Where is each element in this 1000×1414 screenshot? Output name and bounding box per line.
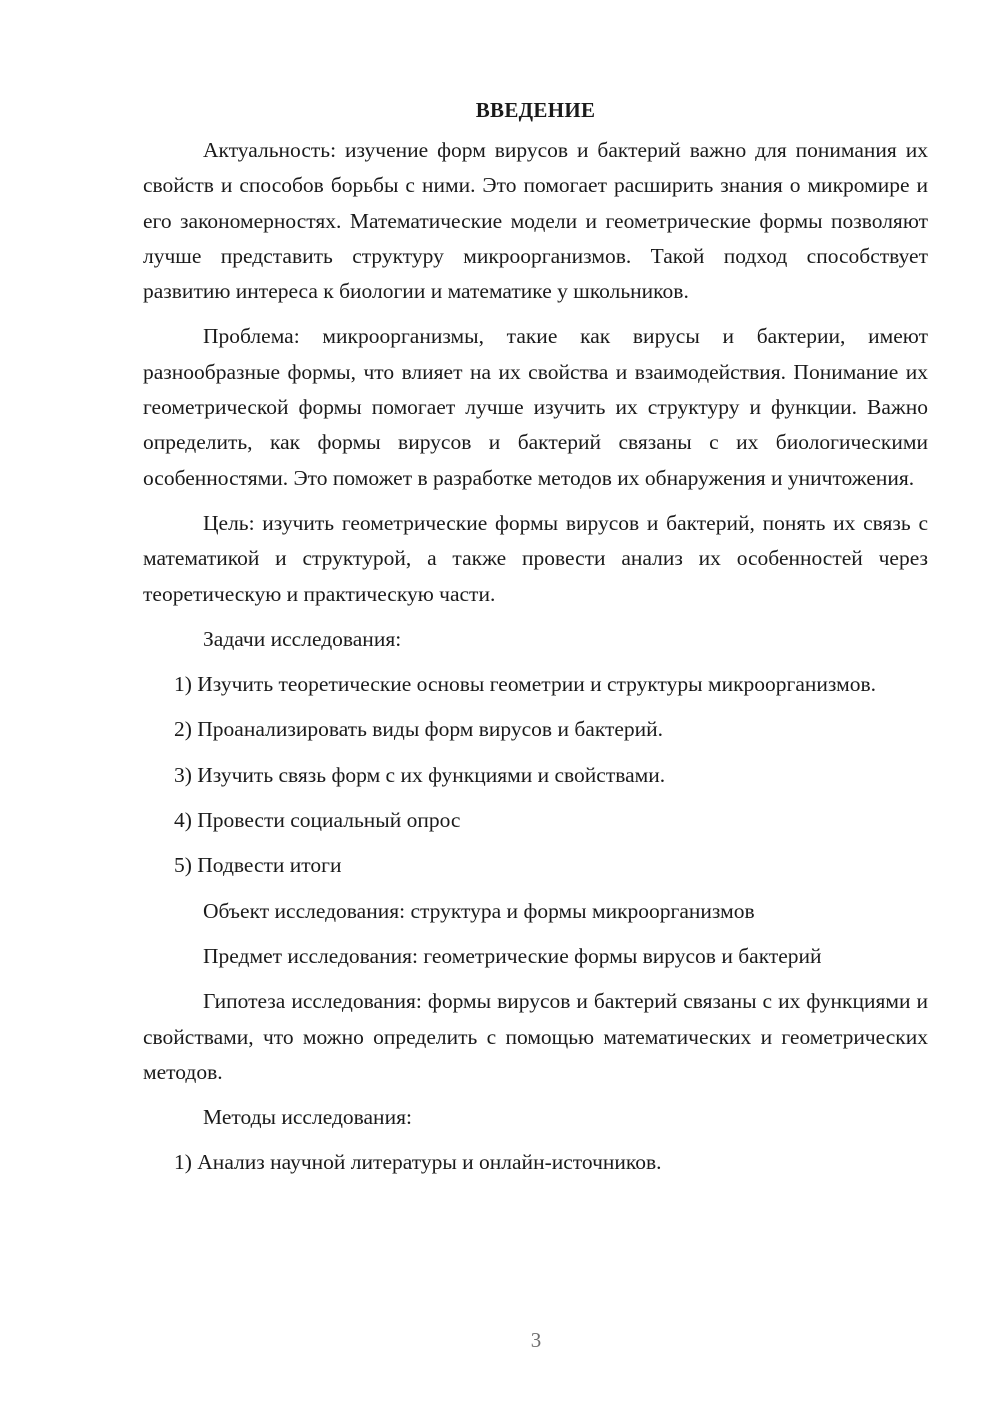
subject-paragraph: Предмет исследования: геометрические формы вирусов и бактерий: [203, 943, 822, 968]
section-heading: ВВЕДЕНИЕ: [475, 98, 596, 122]
methods-title: Методы исследования:: [203, 1105, 412, 1130]
task-item: 1) Изучить теоретические основы геометрии и структуры микроорганизмов.: [174, 672, 876, 697]
method-item: 1) Анализ научной литературы и онлайн-источников.: [174, 1150, 662, 1175]
tasks-list: [143, 667, 928, 883]
document-page: [143, 95, 928, 1191]
methods-list: [143, 1145, 928, 1180]
problem-paragraph: Проблема: микроорганизмы, такие как вирусы и бактерии, имеют разнообразные формы, что влияет на их свойства и взаимодействия. Понимание их геометрической формы помогает лучше изучить их структуру и функции. Важно определить, как формы вирусов и бактерий связаны с их биологическими особенностями. Это поможет в разработке методов их обнаружения и уничтожения.: [143, 324, 928, 490]
task-item: 5) Подвести итоги: [174, 853, 342, 878]
task-item: 3) Изучить связь форм с их функциями и свойствами.: [174, 762, 666, 787]
goal-paragraph: Цель: изучить геометрические формы вирусов и бактерий, понять их связь с математикой и структурой, а также провести анализ их особенностей через теоретическую и практическую части.: [143, 510, 928, 606]
object-paragraph: Объект исследования: структура и формы микроорганизмов: [203, 898, 755, 923]
page-number: 3: [530, 1328, 542, 1352]
hypothesis-paragraph: Гипотеза исследования: формы вирусов и бактерий связаны с их функциями и свойствами, что можно определить с помощью математических и геометрических методов.: [143, 989, 928, 1084]
task-item: 4) Провести социальный опрос: [174, 808, 461, 833]
relevance-paragraph: Актуальность: изучение форм вирусов и бактерий важно для понимания их свойств и способов борьбы с ними. Это помогает расширить знания о микромире и его закономерностях. Математические модели и геометрические формы позволяют лучше представить структуру микроорганизмов. Такой подход способствует развитию интереса к биологии и математике у школьников.: [143, 138, 928, 304]
tasks-title: Задачи исследования:: [203, 626, 402, 651]
task-item: 2) Проанализировать виды форм вирусов и бактерий.: [174, 717, 664, 742]
